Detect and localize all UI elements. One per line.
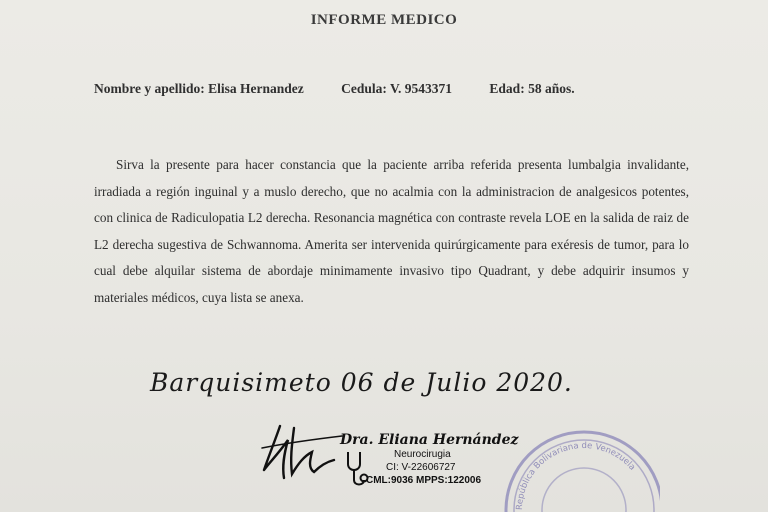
doctor-name: Dra. Eliana Hernández [340,432,519,448]
patient-name: Nombre y apellido: Elisa Hernandez [94,81,304,96]
doctor-block [336,432,519,487]
place-date: Barquisimeto 06 de Julio 2020. [150,368,573,397]
official-stamp [500,412,660,512]
signature-scribble [258,418,348,488]
stamp-text: República Bolivariana de Venezuela [514,441,638,511]
patient-info [94,81,714,97]
report-body: Sirva la presente para hacer constancia que la paciente arriba referida presenta lumbalgia invalidante, irradiada a región inguinal y a muslo derecho, que no acalmia con la administracion de analgesicos potentes, con clinica de Radiculopatia L2 derecha. Resonancia magnética con contraste revela LOE en la salida de raiz de L2 derecha sugestiva de Schwannoma. Amerita ser intervenida quirúrgicamente para exéresis de tumor, para lo cual debe alquilar sistema de abordaje minimamente invasivo tipo Quadrant, y debe adquirir insumos y materiales médicos, cuya lista se anexa. [94,157,689,305]
patient-age: Edad: 58 años. [489,81,575,96]
document-title: INFORME MEDICO [310,12,458,28]
patient-id: Cedula: V. 9543371 [341,81,453,96]
doctor-ci: CI: V-22606727 [386,462,456,473]
doctor-registry: CML:9036 MPPS:122006 [366,475,482,486]
doctor-specialty: Neurocirugia [394,449,451,460]
